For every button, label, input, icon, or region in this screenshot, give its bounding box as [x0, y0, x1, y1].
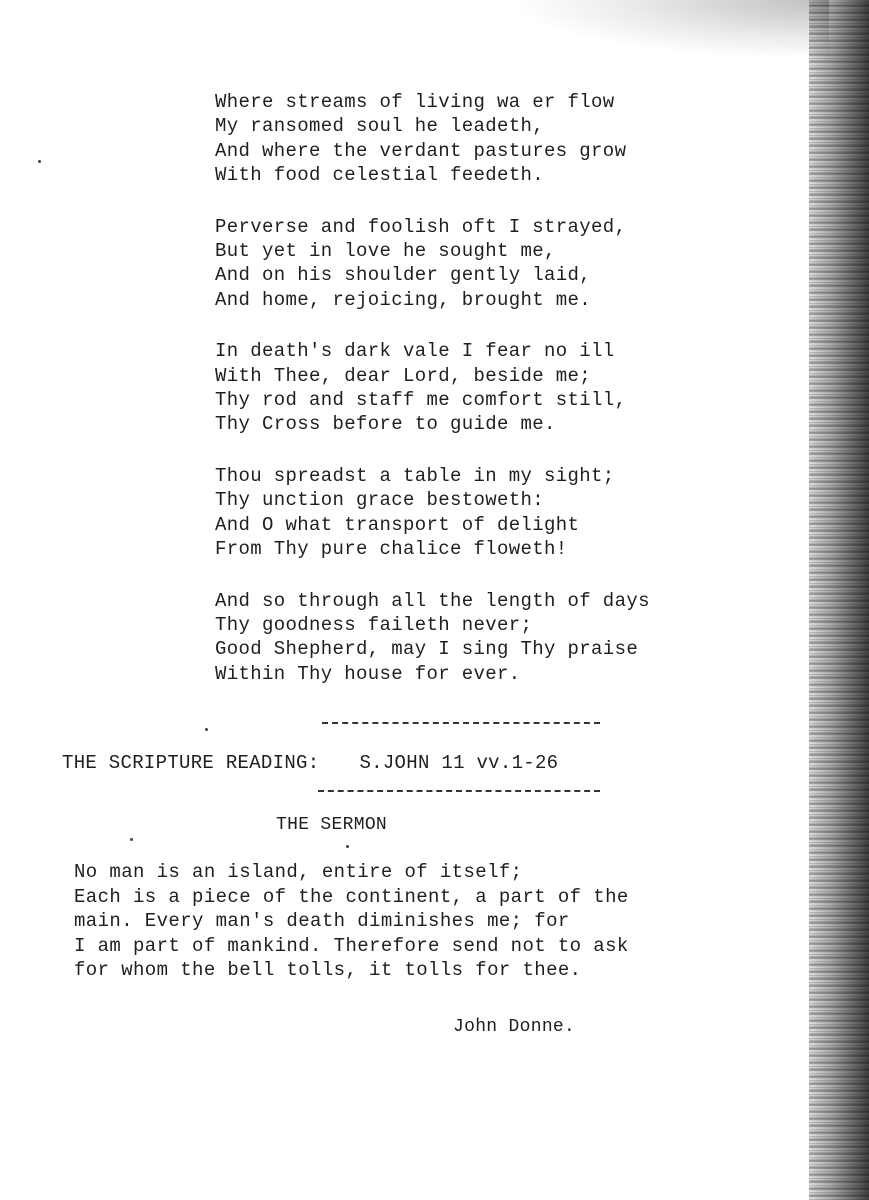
speck — [205, 728, 208, 731]
scripture-reading-reference: S.JOHN 11 vv.1-26 — [359, 752, 559, 774]
photocopy-edge-shading — [809, 0, 869, 1200]
quote-line: main. Every man's death diminishes me; for — [74, 910, 570, 932]
quote-line: No man is an island, entire of itself; — [74, 861, 523, 883]
hymn-line: Thy goodness faileth never; — [215, 613, 533, 636]
hymn-line: Perverse and foolish oft I strayed, — [215, 215, 627, 238]
quote-line: I am part of mankind. Therefore send not to ask — [74, 934, 629, 957]
hymn-line: And so through all the length of days — [215, 589, 650, 612]
hymn-stanza — [215, 464, 650, 562]
quote-line: for whom the bell tolls, it tolls for thee. — [74, 959, 582, 981]
speck — [346, 845, 349, 848]
scripture-reading-label: THE SCRIPTURE READING: — [62, 752, 320, 774]
sermon-heading: THE SERMON — [276, 815, 388, 835]
hymn-line: Thy unction grace bestoweth: — [215, 489, 545, 512]
hymn-stanza — [215, 90, 650, 188]
speck — [130, 838, 133, 841]
hymn-line: Thy Cross before to guide me. — [215, 413, 556, 436]
hymn-line: And O what transport of delight — [215, 513, 580, 536]
hymn-stanza — [215, 339, 650, 437]
scripture-reading — [62, 752, 558, 774]
speck — [38, 160, 41, 163]
quote-line: Each is a piece of the continent, a part of the — [74, 885, 629, 908]
hymn-line: Good Shepherd, may I sing Thy praise — [215, 638, 639, 661]
hymn-line: My ransomed soul he leadeth, — [215, 115, 545, 138]
hymn-line: Thou spreadst a table in my sight; — [215, 464, 615, 487]
hymn-line: And where the verdant pastures grow — [215, 139, 627, 162]
dashed-divider — [322, 722, 600, 724]
dashed-divider — [318, 790, 600, 792]
hymn-line: With Thee, dear Lord, beside me; — [215, 364, 592, 387]
hymn-stanza — [215, 215, 650, 313]
hymn-line: In death's dark vale I fear no ill — [215, 340, 615, 363]
quote-attribution: John Donne. — [453, 1017, 576, 1037]
hymn-line: Thy rod and staff me comfort still, — [215, 389, 627, 412]
hymn-line: And on his shoulder gently laid, — [215, 264, 592, 287]
hymn-text — [215, 90, 650, 713]
hymn-line: But yet in love he sought me, — [215, 240, 556, 263]
donne-quote — [74, 860, 629, 983]
hymn-line: Where streams of living wa er flow — [215, 91, 615, 113]
hymn-line: From Thy pure chalice floweth! — [215, 538, 568, 561]
hymn-stanza — [215, 589, 650, 687]
photocopy-corner-shading — [509, 0, 829, 60]
hymn-line: With food celestial feedeth. — [215, 164, 545, 187]
hymn-line: And home, rejoicing, brought me. — [215, 288, 592, 311]
hymn-line: Within Thy house for ever. — [215, 662, 521, 685]
